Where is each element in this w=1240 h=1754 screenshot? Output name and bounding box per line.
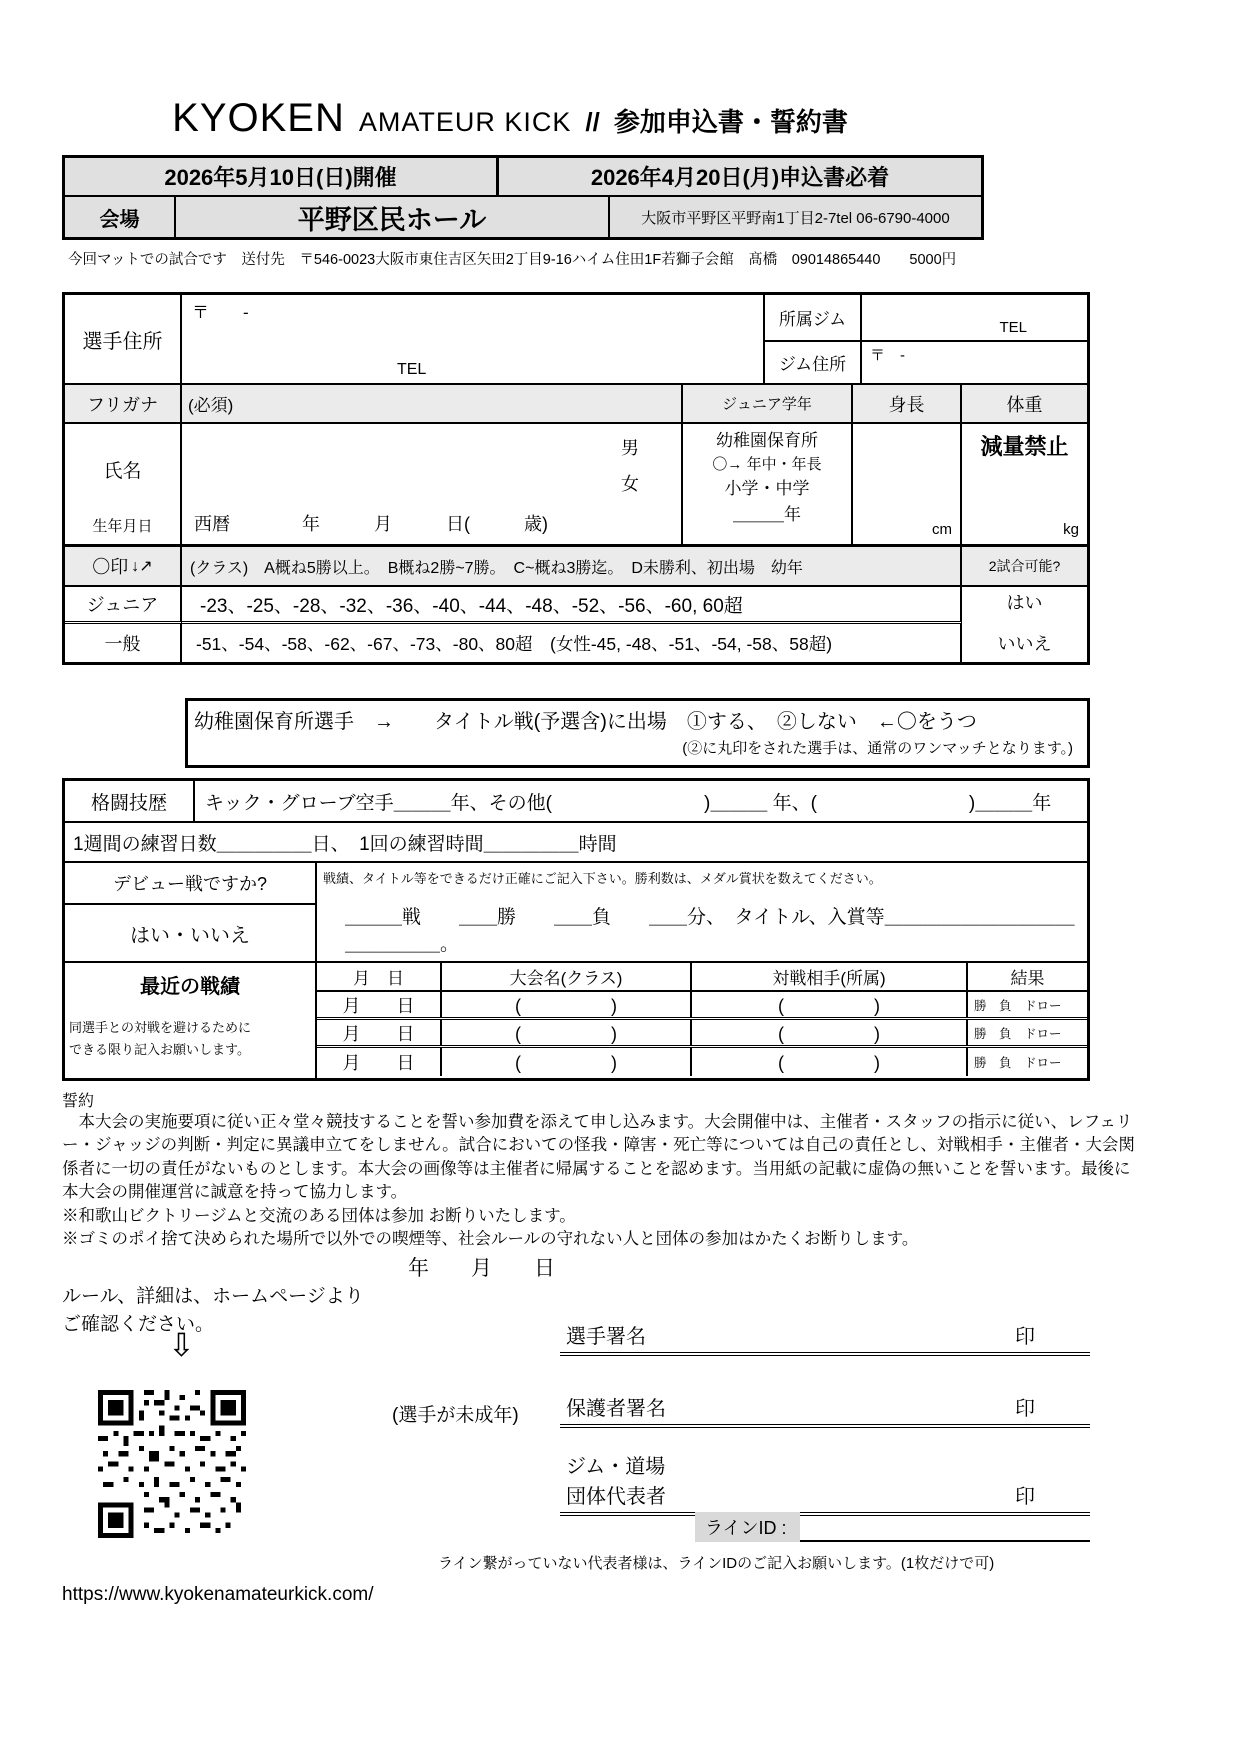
record-date: 月 日	[317, 1020, 442, 1045]
record-summary-line: ＿＿＿戦 ＿＿勝 ＿＿負 ＿＿分、 タイトル、入賞等＿＿＿＿＿＿＿＿＿＿＿＿＿＿＿。	[345, 907, 1075, 955]
homepage-note-line1: ルール、詳細は、ホームページより	[62, 1286, 364, 1307]
two-bouts-answer-cell	[962, 587, 1087, 662]
form-title	[60, 96, 960, 141]
application-deadline: 2026年4月20日(月)申込書必着	[499, 158, 981, 195]
event-info-table	[62, 155, 984, 240]
circle-mark-label: 〇印	[92, 557, 129, 577]
two-bouts-question: 2試合可能?	[962, 547, 1087, 587]
gym-signature-block	[560, 1450, 1090, 1516]
height-field	[853, 424, 962, 547]
height-unit: cm	[932, 521, 952, 538]
gym-signature-label1: ジム・道場	[566, 1456, 666, 1478]
weight-unit: kg	[1063, 521, 1079, 538]
gym-signature-label2: 団体代表者	[566, 1486, 666, 1508]
general-row-label: 一般	[65, 624, 182, 662]
gym-label: 所属ジム	[765, 295, 862, 342]
record-opponent: ( )	[692, 992, 968, 1017]
player-signature-label: 選手署名	[566, 1326, 646, 1348]
furigana-label: フリガナ	[65, 385, 182, 424]
seal-mark: 印	[1015, 1486, 1035, 1508]
gym-address-field	[862, 342, 1087, 385]
brand-name: KYOKEN	[172, 96, 345, 140]
gym-name-field	[862, 295, 1087, 342]
sex-female-option: 女	[621, 474, 639, 494]
player-address-field	[182, 295, 765, 385]
fight-history-table	[62, 778, 1090, 1081]
birth-label: 生年月日	[92, 518, 153, 535]
record-result: 勝 負 ドロー	[974, 1056, 1062, 1070]
name-label: 氏名	[103, 461, 142, 482]
record-accuracy-note: 戦績、タイトル等をできるだけ正確にご記入下さい。勝利数は、メダル賞状を数えてください。	[323, 871, 882, 886]
record-event: ( )	[442, 1020, 692, 1045]
pledge-title: 誓約	[62, 1093, 95, 1110]
circle-mark-label-cell	[65, 547, 182, 587]
recent-record-note1: 同選手との対戦を避けるために	[69, 1020, 252, 1035]
signature-date-line: 年 月 日	[408, 1257, 555, 1280]
record-date: 月 日	[317, 1048, 442, 1076]
doc-title: 参加申込書・誓約書	[613, 107, 848, 137]
general-weight-classes: -51、-54、-58、-62、-67、-73、-80、80超 (女性-45, -48、-51、-54, -58、58超)	[182, 624, 962, 662]
name-birth-labels	[65, 424, 182, 547]
seal-mark: 印	[1015, 1326, 1035, 1348]
junior-grade-label: ジュニア学年	[683, 385, 853, 424]
recent-record-title: 最近の戦績	[140, 976, 240, 998]
two-bouts-no: いいえ	[997, 634, 1052, 654]
player-tel-label: TEL	[396, 361, 427, 378]
record-event: ( )	[442, 992, 692, 1017]
venue-label: 会場	[65, 197, 176, 237]
record-opponent: ( )	[692, 1020, 968, 1045]
col-event: 大会名(クラス)	[442, 963, 692, 990]
record-date: 月 日	[317, 992, 442, 1017]
junior-grade-line1: 幼稚園保育所	[716, 431, 818, 450]
gym-tel-label: TEL	[999, 319, 1027, 336]
junior-grade-line4: ＿＿＿年	[733, 504, 801, 524]
postal-mark: 〒 -	[192, 303, 249, 322]
line-id-field	[800, 1510, 1090, 1542]
guardian-signature-label: 保護者署名	[566, 1398, 666, 1420]
debut-question: デビュー戦ですか?	[65, 863, 315, 905]
player-address-label: 選手住所	[65, 295, 182, 385]
col-result: 結果	[1010, 969, 1045, 988]
qr-code	[98, 1390, 246, 1538]
record-result: 勝 負 ドロー	[974, 998, 1062, 1013]
minor-note: (選手が未成年)	[392, 1405, 519, 1426]
weight-label: 体重	[962, 385, 1087, 424]
circle-arrows-icon: ↓↗	[131, 558, 153, 575]
line-id-note: ライン繋がっていない代表者様は、ラインIDのご記入お願いします。(1枚だけで可)	[438, 1555, 995, 1572]
record-row	[317, 1048, 1087, 1076]
venue-name: 平野区民ホール	[176, 197, 610, 237]
pledge-note2: ※ゴミのポイ捨て決められた場所で以外での喫煙等、社会ルールの守れない人と団体の参加はかたくお断りします。	[62, 1230, 919, 1249]
pledge-section	[62, 1088, 1140, 1252]
col-opponent: 対戦相手(所属)	[692, 963, 968, 990]
kindergarten-line2: (②に丸印をされた選手は、通常のワンマッチとなります。)	[682, 740, 1073, 757]
recent-record-note2: できる限り記入お願いします。	[69, 1042, 250, 1057]
history-line: キック・グローブ空手＿＿＿年、その他( )＿＿＿ 年、( )＿＿＿年	[205, 792, 1052, 814]
two-bouts-yes: はい	[1006, 593, 1043, 613]
seal-mark: 印	[1015, 1398, 1035, 1420]
kindergarten-title-box	[185, 698, 1090, 768]
record-row	[317, 1020, 1087, 1048]
junior-grade-field	[683, 424, 853, 547]
junior-weight-classes: -23、-25、-28、-32、-36、-40、-44、-48、-52、-56、-60, 60超	[182, 587, 962, 624]
debut-answer: はい・いいえ	[130, 924, 250, 947]
col-date: 月 日	[317, 963, 442, 990]
name-field	[182, 424, 683, 547]
event-date: 2026年5月10日(日)開催	[65, 158, 499, 195]
brand-subtitle: AMATEUR KICK	[358, 107, 572, 137]
kindergarten-line1: 幼稚園保育所選手 → タイトル戦(予選含)に出場 ①する、 ②しない ←〇をうつ	[194, 711, 977, 733]
homepage-note	[62, 1283, 364, 1338]
required-note: (必須)	[182, 385, 683, 424]
record-event: ( )	[442, 1048, 692, 1076]
website-url: https://www.kyokenamateurkick.com/	[62, 1584, 374, 1605]
doc-title-divider: //	[585, 107, 600, 137]
weight-field	[962, 424, 1087, 547]
practice-line: 1週間の練習日数＿＿＿＿＿日、 1回の練習時間＿＿＿＿＿時間	[73, 833, 617, 855]
line-id-label: ラインID :	[695, 1512, 800, 1542]
venue-address: 大阪市平野区平野南1丁目2-7tel 06-6790-4000	[610, 197, 981, 237]
guardian-signature-line	[560, 1392, 1090, 1428]
gym-address-label: ジム住所	[765, 342, 862, 385]
mailing-note: 今回マットでの試合です 送付先 〒546-0023大阪市東住吉区矢田2丁目9-16ハイム住田1F若獅子会館 髙橋 09014865440 5000円	[68, 252, 957, 268]
junior-grade-line2: 〇→ 年中・年長	[712, 455, 822, 473]
recent-record-header	[317, 963, 1087, 992]
record-result: 勝 負 ドロー	[974, 1026, 1062, 1041]
sex-male-option: 男	[621, 438, 639, 458]
gym-postal-mark: 〒 -	[870, 347, 905, 364]
record-opponent: ( )	[692, 1048, 968, 1076]
height-label: 身長	[853, 385, 962, 424]
class-description: (クラス) A概ね5勝以上。 B概ね2勝~7勝。 C~概ね3勝迄。 D未勝利、初出場 幼年	[182, 547, 962, 587]
record-row	[317, 992, 1087, 1020]
pledge-body: 本大会の実施要項に従い正々堂々競技することを誓い参加費を添えて申し込みます。大会開催中は、主催者・スタッフの指示に従い、レフェリー・ジャッジの判断・判定に異議申立てをしません。試合においての怪我・障害・死亡等については自己の責任とし、対戦相手・主催者・大会関係者に一切の責任がないものとします。本大会の画像等は主催者に帰属することを認めます。当用紙の記載に虚偽の無いことを誓います。最後に本大会の開催運営に誠意を持って協力します。	[62, 1113, 1135, 1202]
player-signature-line	[560, 1320, 1090, 1356]
pledge-note1: ※和歌山ビクトリージムと交流のある団体は参加 お断りいたします。	[62, 1206, 576, 1225]
history-label: 格闘技歴	[65, 781, 195, 821]
homepage-note-line2: ご確認ください。	[62, 1313, 215, 1335]
down-arrow-icon: ⇩	[168, 1327, 195, 1363]
junior-grade-line3: 小学・中学	[724, 479, 810, 498]
birth-format: 西暦 年 月 日( 歳)	[194, 514, 548, 534]
no-weight-cut-note: 減量禁止	[980, 434, 1069, 459]
line-id-row	[695, 1512, 1090, 1542]
player-info-table	[62, 292, 1090, 665]
junior-row-label: ジュニア	[65, 587, 182, 624]
